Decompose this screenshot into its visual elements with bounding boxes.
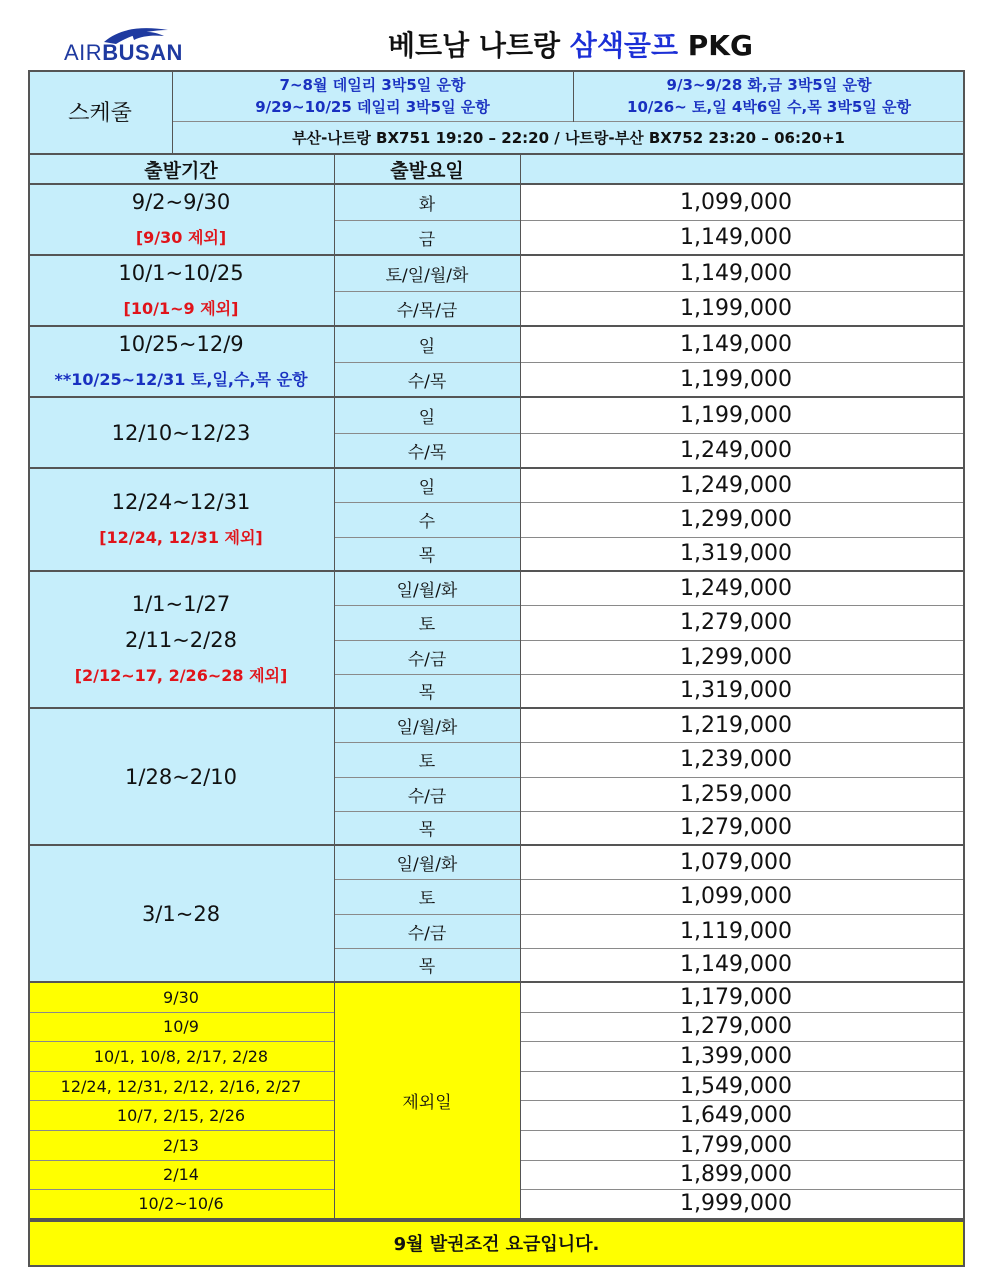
col-divider-2 [520, 155, 521, 1220]
excluded-dates: 10/7, 2/15, 2/26 [28, 1101, 334, 1131]
period-text: 9/2~9/30 [131, 189, 231, 214]
days-cell: 토 [334, 606, 520, 640]
days-cell: 목 [334, 538, 520, 572]
days-cell: 목 [334, 949, 520, 983]
price-cell: 1,149,000 [520, 221, 965, 257]
days-cell: 화 [334, 185, 520, 221]
price-cell: 1,099,000 [520, 185, 965, 221]
price-cell: 1,249,000 [520, 434, 965, 470]
excluded-dates: 9/30 [28, 983, 334, 1013]
schedule-right-line1: 9/3~9/28 화,금 3박5일 운항 [666, 75, 872, 94]
col-divider-1 [334, 155, 335, 1220]
frame-top [28, 70, 965, 72]
excluded-dates: 2/14 [28, 1161, 334, 1191]
footer-top-line [28, 1220, 965, 1222]
schedule-left-line2: 9/29~10/25 데일리 3박5일 운항 [255, 97, 490, 116]
period-text: 3/1~28 [141, 901, 221, 926]
schedule-left [172, 70, 573, 122]
schedule-divider [172, 70, 173, 155]
price-table [28, 70, 965, 1267]
days-cell: 수/금 [334, 915, 520, 949]
price-cell: 1,239,000 [520, 743, 965, 777]
period-note: [9/30 제외] [135, 227, 227, 247]
price-cell: 1,149,000 [520, 256, 965, 292]
days-cell: 일 [334, 398, 520, 434]
price-cell: 1,299,000 [520, 503, 965, 537]
days-cell: 일/월/화 [334, 846, 520, 880]
excluded-dates: 10/2~10/6 [28, 1190, 334, 1220]
header-period: 출발기간 [28, 155, 334, 185]
price-cell: 1,079,000 [520, 846, 965, 880]
period-cell [28, 469, 334, 572]
days-cell: 수 [334, 503, 520, 537]
price-cell: 1,279,000 [520, 812, 965, 846]
days-cell: 수/목 [334, 363, 520, 399]
header-days: 출발요일 [334, 155, 520, 185]
price-cell: 1,249,000 [520, 572, 965, 606]
frame-left [28, 70, 30, 1267]
price-cell: 1,279,000 [520, 606, 965, 640]
excluded-label: 제외일 [334, 983, 520, 1220]
price-cell: 1,219,000 [520, 709, 965, 743]
excluded-price: 1,899,000 [520, 1161, 965, 1191]
excluded-price: 1,549,000 [520, 1072, 965, 1102]
days-cell: 일 [334, 327, 520, 363]
excluded-price: 1,279,000 [520, 1013, 965, 1043]
flight-info: 부산-나트랑 BX751 19:20 – 22:20 / 나트랑-부산 BX752 23:20 – 06:20+1 [172, 122, 965, 155]
period-note: [10/1~9 제외] [123, 298, 239, 318]
price-cell: 1,259,000 [520, 778, 965, 812]
logo-text: AIRBUSAN [64, 40, 183, 65]
schedule-mid-divider [573, 70, 574, 122]
period-cell [28, 256, 334, 327]
period-text: 1/1~1/27 [131, 591, 231, 616]
excluded-price: 1,179,000 [520, 983, 965, 1013]
period-text: 12/24~12/31 [111, 489, 251, 514]
days-cell: 금 [334, 221, 520, 257]
excluded-price: 1,799,000 [520, 1131, 965, 1161]
period-note: **10/25~12/31 토,일,수,목 운항 [54, 369, 308, 389]
price-cell: 1,199,000 [520, 398, 965, 434]
period-cell [28, 327, 334, 398]
excluded-dates: 10/1, 10/8, 2/17, 2/28 [28, 1042, 334, 1072]
price-cell: 1,149,000 [520, 949, 965, 983]
price-cell: 1,119,000 [520, 915, 965, 949]
excluded-dates: 2/13 [28, 1131, 334, 1161]
schedule-right [573, 70, 965, 122]
price-cell: 1,149,000 [520, 327, 965, 363]
frame-right [963, 70, 965, 1267]
period-note: [12/24, 12/31 제외] [99, 527, 263, 547]
period-note: [2/12~17, 2/26~28 제외] [74, 665, 288, 685]
page-title: 베트남 나트랑 삼색골프 PKG [388, 29, 753, 62]
frame-bottom [28, 1265, 965, 1267]
days-cell: 수/금 [334, 641, 520, 675]
days-cell: 수/목 [334, 434, 520, 470]
days-cell: 목 [334, 675, 520, 709]
period-text: 12/10~12/23 [111, 420, 251, 445]
days-cell: 수/목/금 [334, 292, 520, 328]
period-cell [28, 709, 334, 846]
schedule-left-line1: 7~8월 데일리 3박5일 운항 [279, 75, 466, 94]
period-cell [28, 572, 334, 709]
price-cell: 1,319,000 [520, 538, 965, 572]
days-cell: 목 [334, 812, 520, 846]
excluded-price: 1,999,000 [520, 1190, 965, 1220]
price-cell: 1,249,000 [520, 469, 965, 503]
price-cell: 1,199,000 [520, 292, 965, 328]
days-cell: 수/금 [334, 778, 520, 812]
price-cell: 1,099,000 [520, 880, 965, 914]
period-cell [28, 846, 334, 983]
days-cell: 일 [334, 469, 520, 503]
days-cell: 일/월/화 [334, 709, 520, 743]
schedule-right-line2: 10/26~ 토,일 4박6일 수,목 3박5일 운항 [627, 97, 911, 116]
days-cell: 토/일/월/화 [334, 256, 520, 292]
period-text: 2/11~2/28 [125, 627, 237, 652]
period-text: 1/28~2/10 [125, 764, 237, 789]
excluded-dates: 10/9 [28, 1013, 334, 1043]
excluded-price: 1,399,000 [520, 1042, 965, 1072]
days-cell: 일/월/화 [334, 572, 520, 606]
period-text: 10/1~10/25 [118, 260, 244, 285]
price-cell: 1,299,000 [520, 641, 965, 675]
price-cell: 1,199,000 [520, 363, 965, 399]
days-cell: 토 [334, 880, 520, 914]
footer-note: 9월 발권조건 요금입니다. [28, 1220, 965, 1267]
days-cell: 토 [334, 743, 520, 777]
period-text: 10/25~12/9 [118, 331, 244, 356]
air-busan-logo [64, 24, 204, 68]
schedule-label: 스케줄 [28, 70, 172, 155]
price-cell: 1,319,000 [520, 675, 965, 709]
excluded-price: 1,649,000 [520, 1101, 965, 1131]
excluded-dates: 12/24, 12/31, 2/12, 2/16, 2/27 [28, 1072, 334, 1102]
period-cell [28, 398, 334, 469]
header-price [520, 155, 965, 185]
period-cell [28, 185, 334, 256]
